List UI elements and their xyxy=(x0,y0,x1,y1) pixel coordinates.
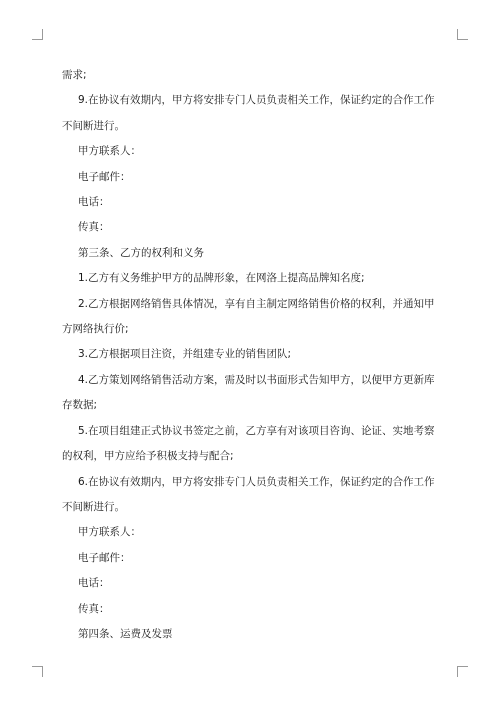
section-heading: 第三条、乙方的权利和义务 xyxy=(78,246,204,259)
email-label: 电子邮件： xyxy=(78,170,131,183)
phone-label: 电话： xyxy=(78,196,110,209)
crop-mark-bottom-right xyxy=(457,666,468,677)
paragraph: 2.乙方根据网络销售具体情况，享有自主制定网络销售价格的权利，并通知甲方网络执行价; xyxy=(62,297,435,336)
paragraph: 9.在协议有效期内，甲方将安排专门人员负责相关工作，保证约定的合作工作不间断进行。 xyxy=(62,94,435,132)
email-label: 电子邮件： xyxy=(78,551,131,564)
document-body xyxy=(62,63,442,647)
paragraph: 3.乙方根据项目注资，并组建专业的销售团队; xyxy=(78,348,292,361)
paragraph: 需求; xyxy=(62,69,87,81)
fax-label: 传真： xyxy=(78,602,110,615)
fax-label: 传真： xyxy=(78,221,110,234)
crop-mark-bottom-left xyxy=(32,666,43,677)
section-heading: 第四条、运费及发票 xyxy=(78,627,173,640)
phone-label: 电话： xyxy=(78,577,110,590)
contact-label: 甲方联系人： xyxy=(78,526,141,539)
paragraph: 4.乙方策划网络销售活动方案，需及时以书面形式告知甲方，以便甲方更新库存数据; xyxy=(62,373,435,412)
crop-mark-top-left xyxy=(32,29,43,40)
contact-label: 甲方联系人： xyxy=(78,145,141,158)
paragraph: 6.在协议有效期内，甲方将安排专门人员负责相关工作，保证约定的合作工作不间断进行。 xyxy=(62,475,435,513)
paragraph: 1.乙方有义务维护甲方的品牌形象，在网洛上提高品牌知名度; xyxy=(78,272,365,285)
crop-mark-top-right xyxy=(457,29,468,40)
paragraph: 5.在项目组建正式协议书签定之前，乙方享有对该项目咨询、论证、实地考察的权利，甲方应给予积极支持与配合; xyxy=(62,424,435,463)
